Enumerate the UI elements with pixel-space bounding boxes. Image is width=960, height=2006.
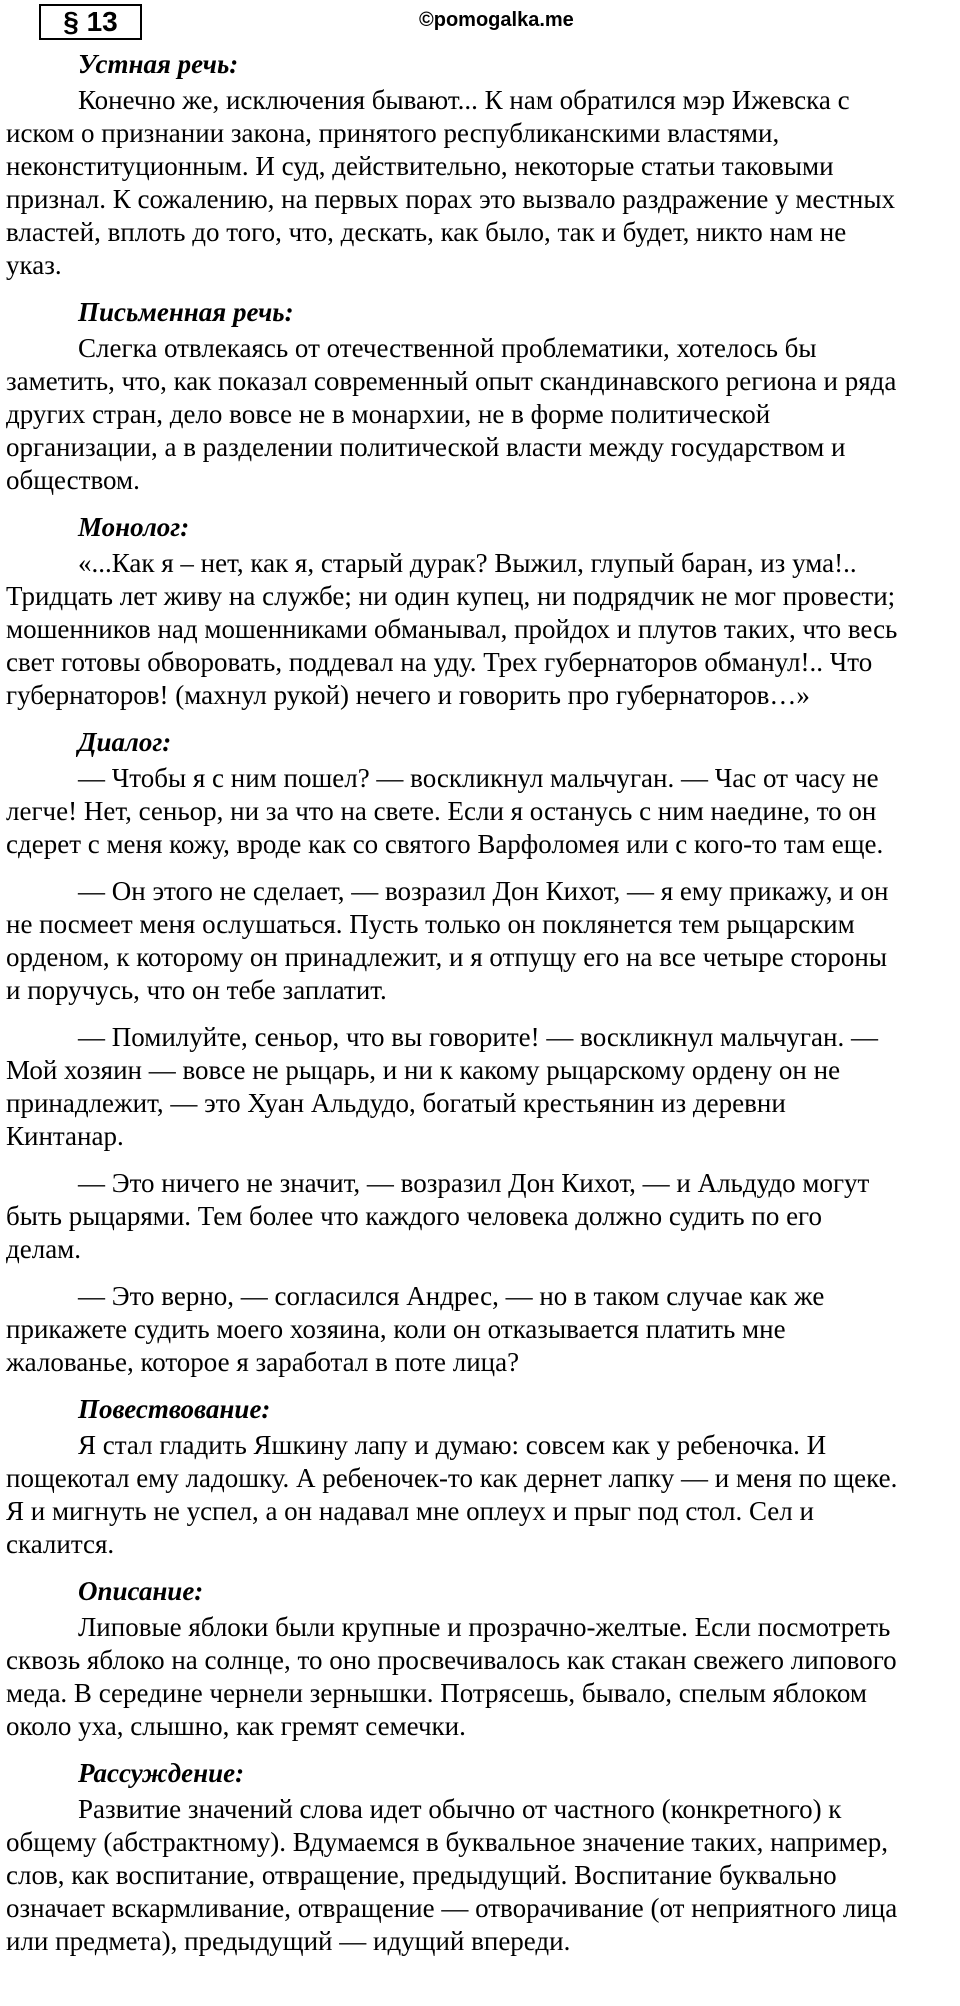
section-paragraph: Липовые яблоки были крупные и прозрачно-желтые. Если посмотреть сквозь яблоко на солнце, то оно просвечивалось как стакан свежего липового меда. В середине чернели зернышки. Потрясешь, бывало, спелым яблоком около уха, слышно, как гремят семечки. [6,1612,897,1741]
section-written-speech [0,296,960,497]
section-heading: Повествование: [78,1394,271,1424]
section-number: § 13 [39,4,142,40]
section-heading: Описание: [78,1576,204,1606]
section-heading: Диалог: [78,727,172,757]
section-reasoning [0,1757,960,1958]
section-description [0,1575,960,1743]
section-paragraph: Конечно же, исключения бывают... К нам обратился мэр Ижевска с иском о признании закона, принятого республиканскими властями, неконституционным. И суд, действительно, некоторые статьи таковыми признал. К сожалению, на первых порах это вызвало раздражение у местных властей, вплоть до того, что, дескать, как было, так и будет, никто нам не указ. [6,85,895,280]
section-paragraph: Слегка отвлекаясь от отечественной проблематики, хотелось бы заметить, что, как показал современный опыт скандинавского региона и ряда других стран, дело вовсе не в монархии, не в форме политической организации, а в разделении политической власти между государством и обществом. [6,333,897,495]
dialogue-line: — Это ничего не значит, — возразил Дон Кихот, — и Альдудо могут быть рыцарями. Тем более что каждого человека должно судить по его делам. [6,1168,870,1264]
section-oral-speech [0,48,960,282]
section-paragraph: Развитие значений слова идет обычно от частного (конкретного) к общему (абстрактному). Вдумаемся в буквальное значение таких, например, слов, как воспитание, отвращение, предыдущий. Воспитание буквально означает вскармливание, отвращение — отворачивание (от неприятного лица или предмета), предыдущий — идущий впереди. [6,1794,898,1956]
dialogue-line: — Он этого не сделает, — возразил Дон Кихот, — я ему прикажу, и он не посмеет меня ослушаться. Пусть только он поклянется тем рыцарским орденом, к которому он принадлежит, и я отпущу его на все четыре стороны и поручусь, что он тебе заплатит. [6,876,889,1005]
section-narration [0,1393,960,1561]
dialogue-line: — Это верно, — согласился Андрес, — но в таком случае как же прикажете судить моего хозяина, коли он отказывается платить мне жалованье, которое я заработал в поте лица? [6,1281,825,1377]
section-paragraph: Я стал гладить Яшкину лапу и думаю: совсем как у ребеночка. И пощекотал ему ладошку. А ребеночек-то как дернет лапку — и меня по щеке. Я и мигнуть не успел, а он надавал мне оплеух и прыг под стол. Сел и скалится. [6,1430,898,1559]
section-heading: Письменная речь: [78,297,294,327]
document-body [0,48,960,1972]
section-heading: Монолог: [78,512,190,542]
section-paragraph: «...Как я – нет, как я, старый дурак? Выжил, глупый баран, из ума!.. Тридцать лет живу на службе; ни один купец, ни подрядчик не мог провести; мошенников над мошенниками обманывал, пройдох и плутов таких, что весь свет готовы обворовать, поддевал на уду. Трех губернаторов обманул!.. Что губернаторов! (махнул рукой) нечего и говорить про губернаторов…» [6,548,898,710]
section-dialogue [0,726,960,1379]
dialogue-line: — Помилуйте, сеньор, что вы говорите! — воскликнул мальчуган. — Мой хозяин — вовсе не рыцарь, и ни к какому рыцарскому ордену он не принадлежит, — это Хуан Альдудо, богатый крестьянин из деревни Кинтанар. [6,1022,878,1151]
section-heading: Рассуждение: [78,1758,245,1788]
section-heading: Устная речь: [78,49,239,79]
dialogue-line: — Чтобы я с ним пошел? — воскликнул мальчуган. — Час от часу не легче! Нет, сеньор, ни за что на свете. Если я останусь с ним наедине, то он сдерет с меня кожу, вроде как со святого Варфоломея или с кого-то там еще. [6,763,884,859]
watermark: ©pomogalka.me [419,9,574,31]
page-header [0,0,960,48]
section-monologue [0,511,960,712]
